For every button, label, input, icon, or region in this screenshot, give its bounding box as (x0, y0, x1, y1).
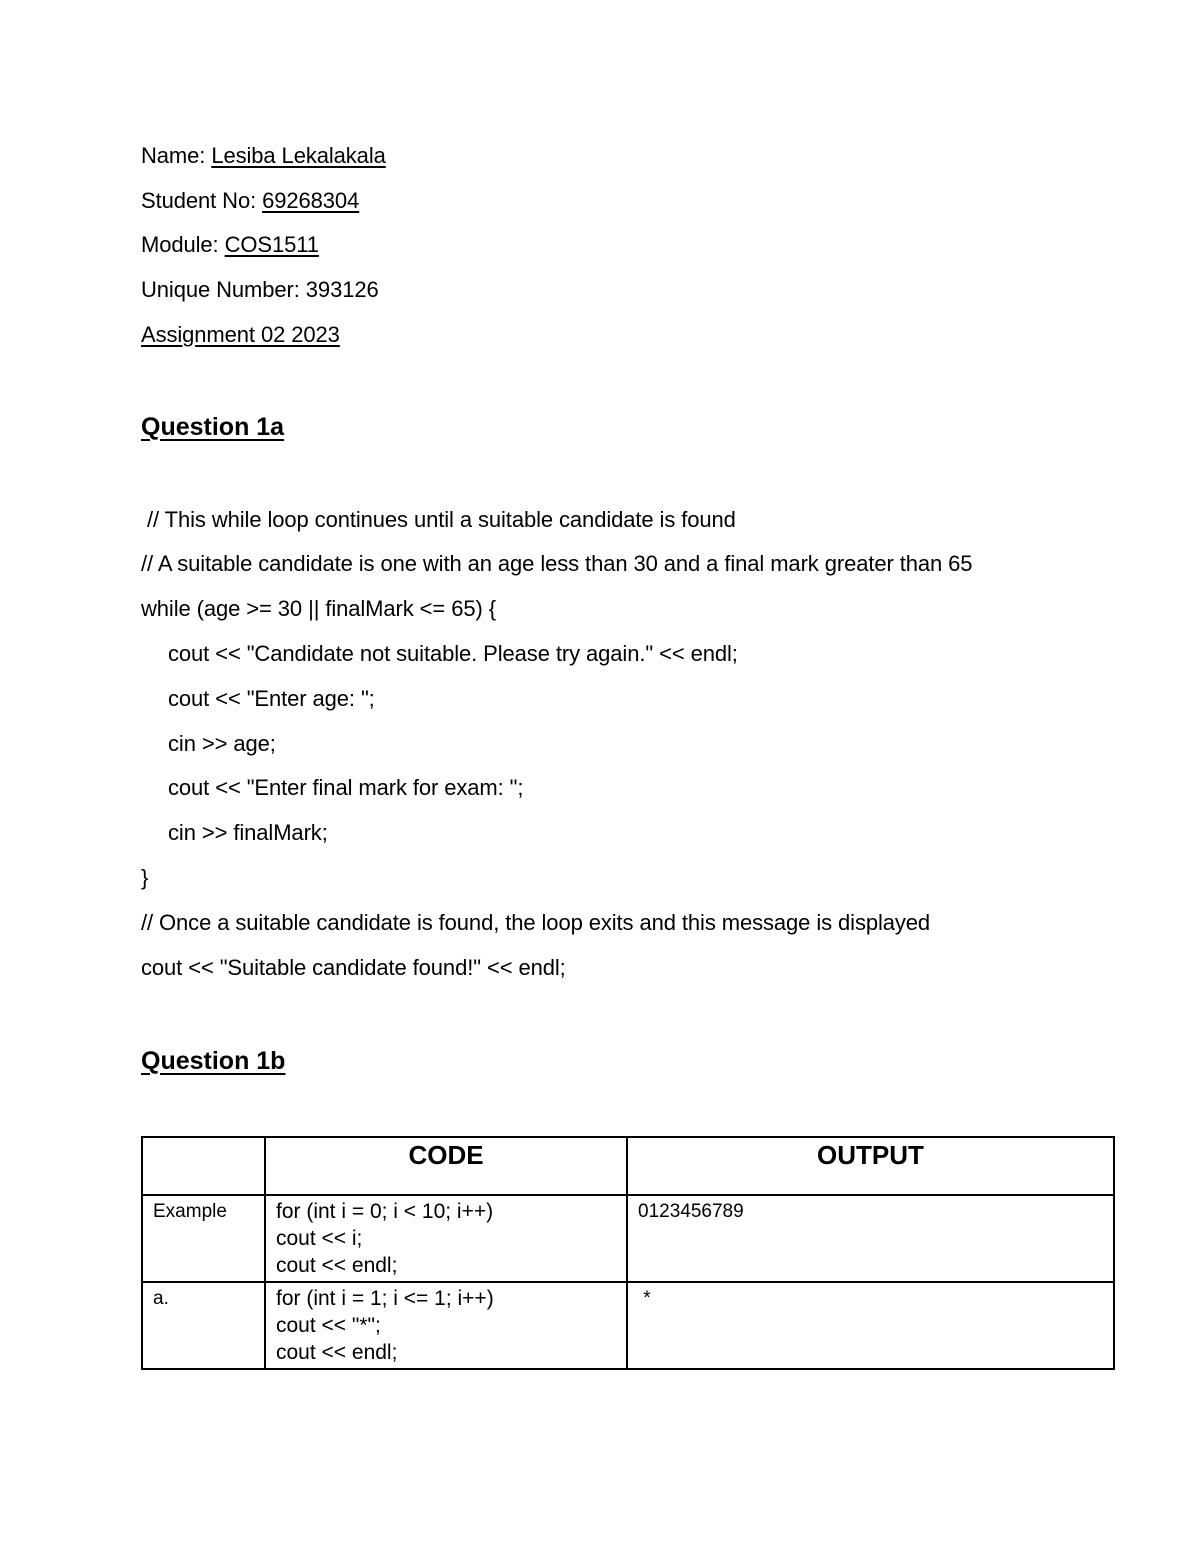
table-row (142, 1195, 1114, 1282)
name-value: Lesiba Lekalakala (211, 143, 386, 168)
question-1b-heading: Question 1b (141, 1047, 286, 1075)
code-body-line: cout << "Enter age: "; (168, 686, 375, 711)
student-number-line (141, 187, 359, 215)
table-header-cell (142, 1137, 265, 1195)
code-line: for (int i = 0; i < 10; i++) (276, 1200, 494, 1223)
code-body-line: cin >> finalMark; (168, 820, 328, 845)
module-value: COS1511 (224, 232, 319, 257)
table-header-cell: CODE (265, 1137, 627, 1195)
code-line: cout << i; (276, 1227, 363, 1250)
output-cell: * (627, 1282, 1114, 1369)
unique-number-line: Unique Number: 393126 (141, 277, 379, 302)
student-number-value: 69268304 (262, 188, 360, 213)
code-while-line: while (age >= 30 || finalMark <= 65) { (141, 596, 496, 621)
module-label: Module: (141, 232, 225, 257)
code-line: cout << endl; (276, 1341, 398, 1364)
student-number-label: Student No: (141, 188, 263, 213)
row-label-cell: a. (142, 1282, 265, 1369)
code-comment-line: // This while loop continues until a suitable candidate is found (141, 507, 736, 532)
code-closing-brace: } (141, 865, 149, 890)
table-row (142, 1282, 1114, 1369)
name-label: Name: (141, 143, 212, 168)
code-cell (265, 1195, 627, 1282)
code-body-line: cout << "Enter final mark for exam: "; (168, 775, 524, 800)
code-comment-line: // A suitable candidate is one with an age less than 30 and a final mark greater than 65 (141, 551, 973, 576)
assignment-title: Assignment 02 2023 (141, 322, 340, 347)
code-output-line: cout << "Suitable candidate found!" << endl; (141, 955, 566, 980)
code-comment-line: // Once a suitable candidate is found, the loop exits and this message is displayed (141, 910, 931, 935)
code-line: cout << endl; (276, 1254, 398, 1277)
output-cell: 0123456789 (627, 1195, 1114, 1282)
code-line: for (int i = 1; i <= 1; i++) (276, 1287, 494, 1310)
module-line (141, 231, 319, 259)
name-line (141, 142, 386, 170)
code-cell (265, 1282, 627, 1369)
row-label-cell: Example (142, 1195, 265, 1282)
table-header-row (142, 1137, 1114, 1195)
question-1a-heading: Question 1a (141, 413, 285, 441)
code-line: cout << "*"; (276, 1314, 381, 1337)
code-output-table (141, 1136, 1115, 1370)
code-body-line: cout << "Candidate not suitable. Please try again." << endl; (168, 641, 738, 666)
code-body-line: cin >> age; (168, 731, 276, 756)
table-header-cell: OUTPUT (627, 1137, 1114, 1195)
